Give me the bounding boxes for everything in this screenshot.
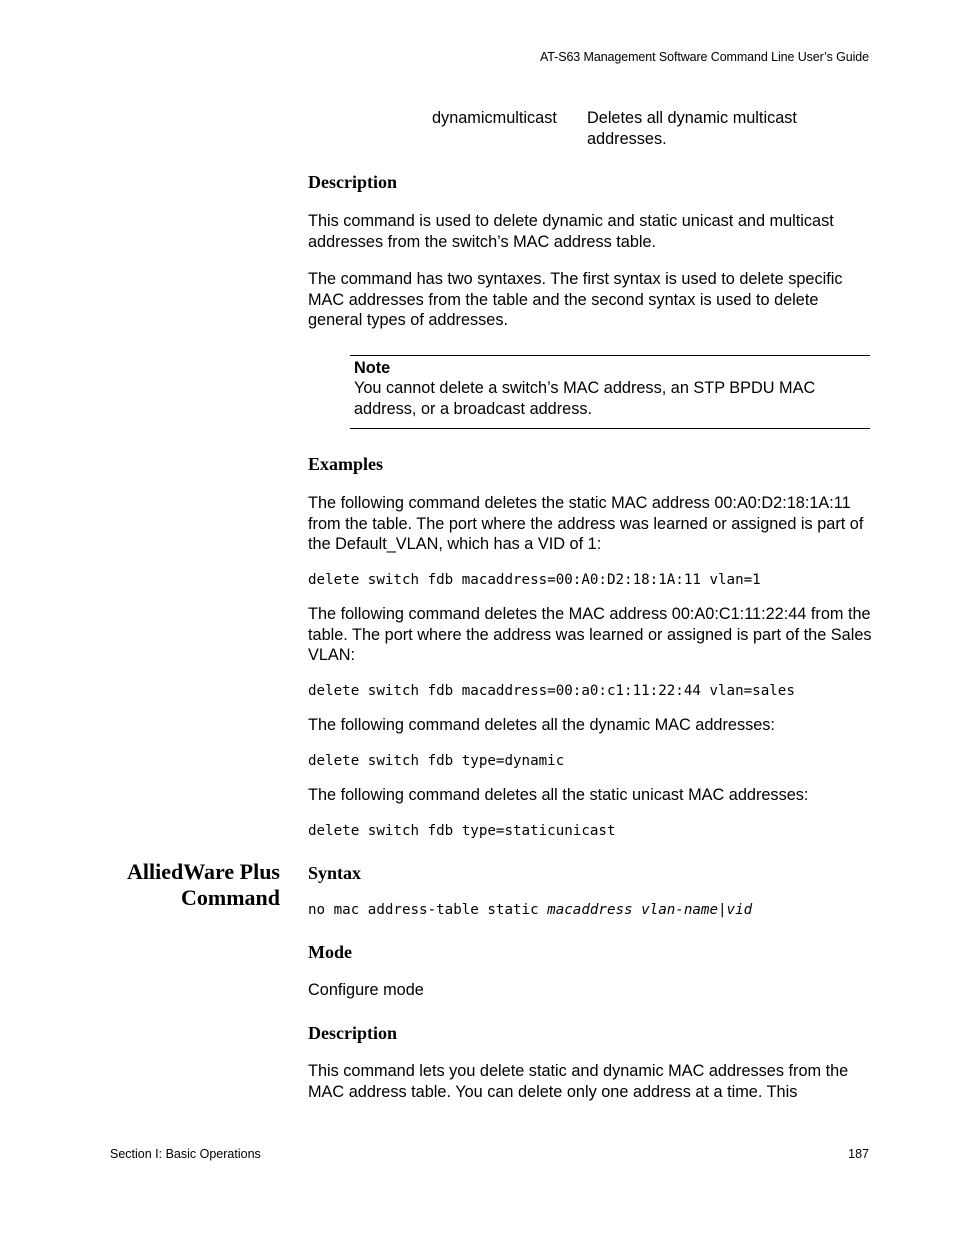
side-heading-line-1: AlliedWare Plus — [127, 859, 280, 884]
param-definition-line-1: Deletes all dynamic multicast — [587, 109, 797, 127]
example-2-text: The following command deletes the MAC address 00:A0:C1:11:22:44 from the table. The port where the address was learned or assigned is part of the Sales VLAN: — [308, 605, 872, 665]
note-label: Note — [354, 359, 391, 377]
alliedware-plus-side-heading — [80, 859, 280, 911]
alliedware-description-text: This command lets you delete static and dynamic MAC addresses from the MAC address table. You can delete only one address at a time. This — [308, 1062, 849, 1101]
side-heading-line-2: Command — [180, 885, 280, 910]
example-2-code: delete switch fdb macaddress=00:a0:c1:11:22:44 vlan=sales — [308, 683, 795, 699]
example-1-text: The following command deletes the static MAC address 00:A0:D2:18:1A:11 from the table. The port where the address was learned or assigned is part of the Default_VLAN, which has a VID of 1: — [308, 494, 864, 554]
syntax-code — [308, 902, 752, 918]
syntax-heading: Syntax — [308, 863, 362, 883]
mode-text: Configure mode — [308, 981, 424, 999]
param-term: dynamicmulticast — [432, 109, 557, 127]
syntax-code-command: no mac address-table static — [308, 902, 548, 918]
mode-heading: Mode — [308, 942, 352, 962]
examples-heading: Examples — [308, 454, 384, 474]
example-3-code: delete switch fdb type=dynamic — [308, 753, 565, 769]
example-4-code: delete switch fdb type=staticunicast — [308, 823, 616, 839]
note-top-rule — [350, 355, 870, 356]
description-heading: Description — [308, 172, 397, 192]
description-paragraph-1: This command is used to delete dynamic and static unicast and multicast addresses from the switch’s MAC address table. — [308, 212, 834, 251]
example-3-text: The following command deletes all the dynamic MAC addresses: — [308, 716, 775, 734]
running-header: AT-S63 Management Software Command Line User’s Guide — [540, 50, 869, 64]
note-bottom-rule — [350, 428, 870, 429]
syntax-code-params: macaddress vlan-name|vid — [547, 902, 753, 918]
note-text: You cannot delete a switch’s MAC address, an STP BPDU MAC address, or a broadcast address. — [354, 379, 816, 418]
footer-section: Section I: Basic Operations — [110, 1147, 261, 1161]
footer-page-number: 187 — [848, 1147, 869, 1161]
example-1-code: delete switch fdb macaddress=00:A0:D2:18:1A:11 vlan=1 — [308, 572, 761, 588]
description-paragraph-2: The command has two syntaxes. The first syntax is used to delete specific MAC addresses from the table and the second syntax is used to delete general types of addresses. — [308, 270, 843, 330]
alliedware-description-heading: Description — [308, 1023, 397, 1043]
param-definition-line-2: addresses. — [587, 130, 667, 148]
example-4-text: The following command deletes all the static unicast MAC addresses: — [308, 786, 809, 804]
